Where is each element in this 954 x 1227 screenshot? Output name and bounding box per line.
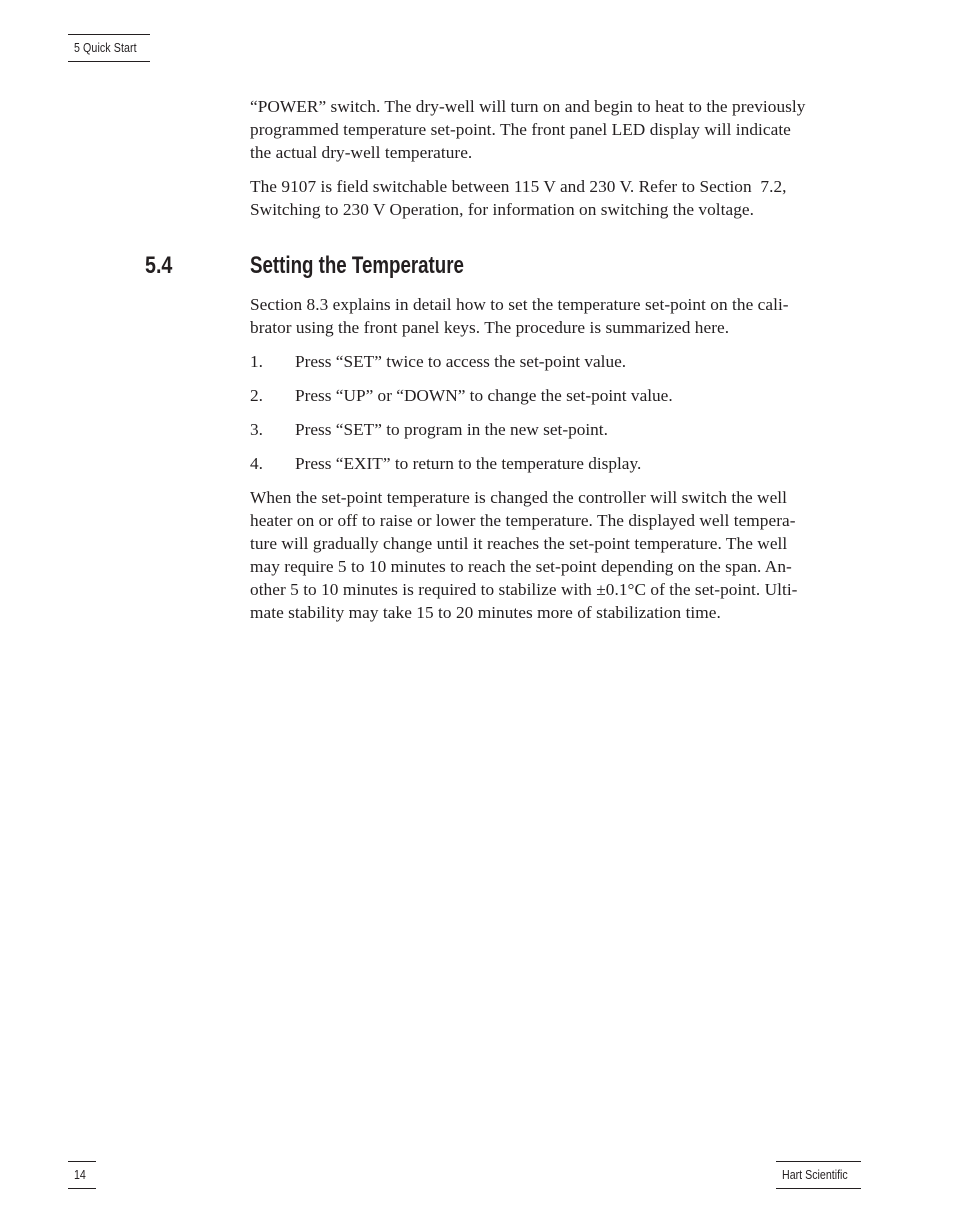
running-head: [68, 34, 150, 62]
paragraph-voltage: [250, 175, 865, 221]
text-line: The 9107 is field switchable between 115 V and 230 V. Refer to Section 7.2,: [250, 177, 787, 196]
section-title: Setting the Temperature: [250, 252, 464, 279]
step-number: 3.: [250, 420, 263, 439]
text-line: other 5 to 10 minutes is required to stabilize with ±0.1°C of the set-point. Ulti-: [250, 580, 798, 599]
step-text: Press “SET” twice to access the set-point value.: [295, 352, 627, 371]
page-number-box: [68, 1161, 96, 1189]
publisher-name: Hart Scientific: [782, 1167, 848, 1182]
step-text: Press “UP” or “DOWN” to change the set-point value.: [295, 386, 673, 405]
text-line: When the set-point temperature is changed the controller will switch the well: [250, 488, 787, 507]
publisher-box: [776, 1161, 861, 1189]
paragraph-stabilization: [250, 486, 865, 624]
paragraph-intro: [250, 293, 865, 339]
text-line: may require 5 to 10 minutes to reach the set-point depending on the span. An-: [250, 557, 792, 576]
text-line: the actual dry-well temperature.: [250, 143, 473, 162]
running-head-text: 5 Quick Start: [74, 40, 137, 55]
step-number: 1.: [250, 352, 263, 371]
text-line: “POWER” switch. The dry-well will turn on and begin to heat to the previously: [250, 97, 806, 116]
step-text: Press “SET” to program in the new set-point.: [295, 420, 608, 439]
paragraph-power-switch: [250, 95, 865, 164]
text-line: heater on or off to raise or lower the temperature. The displayed well tempera-: [250, 511, 796, 530]
step-text: Press “EXIT” to return to the temperature display.: [295, 454, 642, 473]
section-number: 5.4: [145, 252, 173, 279]
text-line: Switching to 230 V Operation, for information on switching the voltage.: [250, 200, 754, 219]
text-line: mate stability may take 15 to 20 minutes more of stabilization time.: [250, 603, 721, 622]
text-line: programmed temperature set-point. The front panel LED display will indicate: [250, 120, 791, 139]
text-line: ture will gradually change until it reaches the set-point temperature. The well: [250, 534, 788, 553]
step-number: 2.: [250, 386, 263, 405]
text-line: brator using the front panel keys. The procedure is summarized here.: [250, 318, 730, 337]
text-line: Section 8.3 explains in detail how to set the temperature set-point on the cali-: [250, 295, 789, 314]
step-number: 4.: [250, 454, 263, 473]
page-number: 14: [74, 1167, 86, 1182]
